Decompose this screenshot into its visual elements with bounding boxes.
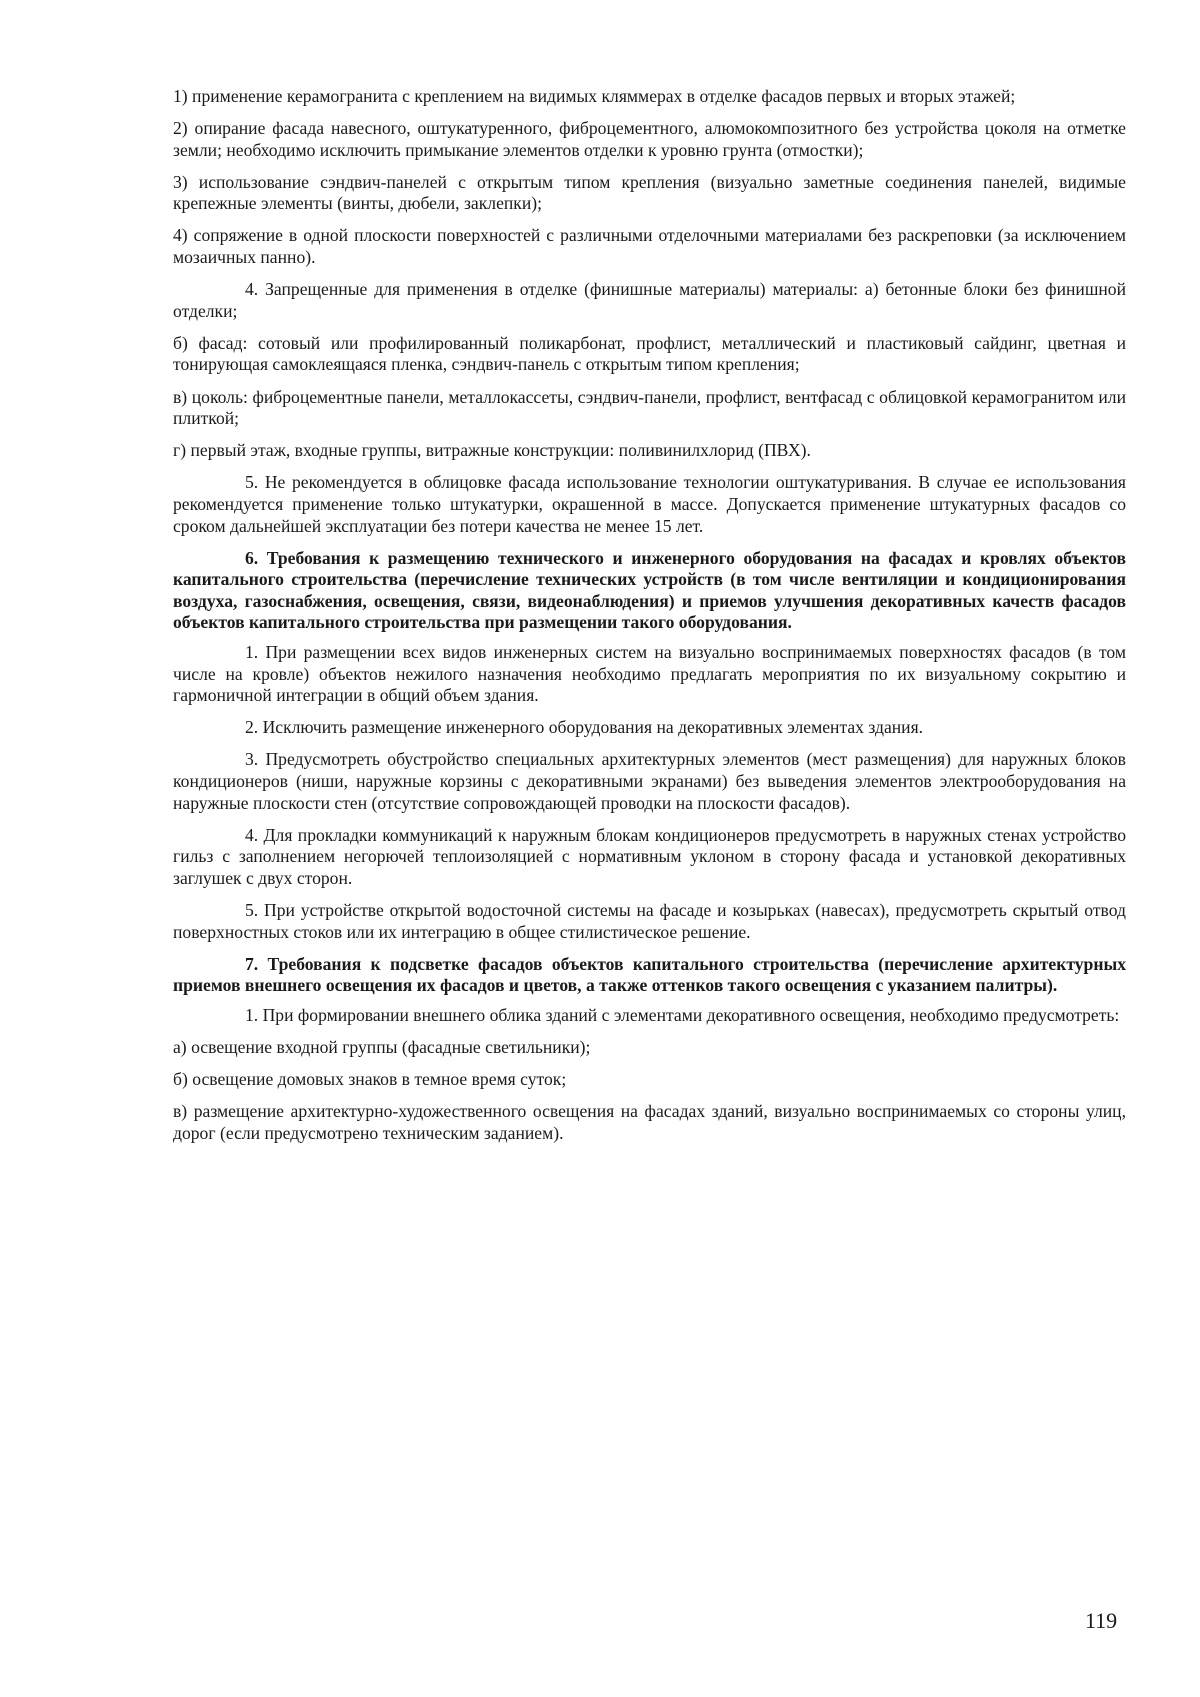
section-heading-6: 6. Требования к размещению технического и инженерного оборудования на фасадах и кровлях объектов капитального строительства (перечисление технических устройств (в том числе вентиляции и кондиционирования воздуха, газоснабжения, освещения, связи, видеонаблюдения) и приемов улучшения декоративных качеств фасадов объектов капитального строительства при размещении такого оборудования.: [173, 547, 1126, 633]
document-page: [173, 86, 1126, 1155]
list-item-plinth-materials: в) цоколь: фиброцементные панели, металлокассеты, сэндвич-панели, профлист, вентфасад с облицовкой керамогранитом или плиткой;: [173, 386, 1126, 429]
list-item-house-signs-lighting: б) освещение домовых знаков в темное время суток;: [173, 1068, 567, 1089]
clause-lighting-intro: 1. При формировании внешнего облика зданий с элементами декоративного освещения, необходимо предусмотреть:: [245, 1004, 1120, 1025]
list-item-sandwich-panels: 3) использование сэндвич-панелей с открытым типом крепления (визуально заметные соединения панелей, видимые крепежные элементы (винты, дюбели, заклепки);: [173, 171, 1126, 214]
list-item-facade-materials: б) фасад: сотовый или профилированный поликарбонат, профлист, металлический и пластиковый сайдинг, цветная и тонирующая самоклеящаяся пленка, сэндвич-панель с открытым типом крепления;: [173, 332, 1126, 375]
clause-plastering: 5. Не рекомендуется в облицовке фасада использование технологии оштукатуривания. В случае ее использования рекомендуется применение только штукатурки, окрашенной в массе. Допускается применение штукатурных фасадов со сроком дальнейшей эксплуатации без потери качества не менее 15 лет.: [173, 472, 1126, 536]
list-item-ceramic-granite: 1) применение керамогранита с креплением на видимых кляммерах в отделке фасадов первых и вторых этажей;: [173, 86, 1016, 106]
clause-drainage: 5. При устройстве открытой водосточной системы на фасаде и козырьках (навесах), предусмотреть скрытый отвод поверхностных стоков или их интеграцию в общее стилистическое решение.: [173, 899, 1126, 942]
clause-ac-placement: 3. Предусмотреть обустройство специальных архитектурных элементов (мест размещения) для наружных блоков кондиционеров (ниши, наружные корзины с декоративными экранами) без выведения элементов электрооборудования на наружные плоскости стен (отсутствие сопровождающей проводки на плоскости фасадов).: [173, 749, 1126, 813]
clause-decorative-elements: 2. Исключить размещение инженерного оборудования на декоративных элементах здания.: [245, 717, 924, 738]
list-item-entrance-lighting: а) освещение входной группы (фасадные светильники);: [173, 1036, 591, 1057]
clause-prohibited-materials: 4. Запрещенные для применения в отделке (финишные материалы) материалы: а) бетонные блоки без финишной отделки;: [173, 279, 1126, 321]
clause-ac-communications: 4. Для прокладки коммуникаций к наружным блокам кондиционеров предусмотреть в наружных стенах устройство гильз с заполнением негорючей теплоизоляцией с нормативным уклоном в сторону фасада и установкой декоративных заглушек с двух сторон.: [173, 824, 1126, 888]
list-item-facade-support: 2) опирание фасада навесного, оштукатуренного, фиброцементного, алюмокомпозитного без устройства цоколя на отметке земли; необходимо исключить примыкание элементов отделки к уровню грунта (отмостки);: [173, 118, 1126, 160]
list-item-architectural-lighting: в) размещение архитектурно-художественного освещения на фасадах зданий, визуально воспринимаемых со стороны улиц, дорог (если предусмотрено техническим заданием).: [173, 1101, 1126, 1143]
clause-engineering-systems: 1. При размещении всех видов инженерных систем на визуально воспринимаемых поверхностях фасадов (в том числе на кровле) объектов нежилого назначения необходимо предлагать мероприятия по их визуальному сокрытию и гармоничной интеграции в общий объем здания.: [173, 641, 1126, 706]
section-heading-7: 7. Требования к подсветке фасадов объектов капитального строительства (перечисление архитектурных приемов внешнего освещения их фасадов и цветов, а также оттенков такого освещения с указанием палитры).: [173, 953, 1126, 996]
list-item-ground-floor: г) первый этаж, входные группы, витражные конструкции: поливинилхлорид (ПВХ).: [173, 440, 811, 461]
page-number: 119: [1085, 1608, 1118, 1633]
list-item-surface-junction: 4) сопряжение в одной плоскости поверхностей с различными отделочными материалами без раскреповки (за исключением мозаичных панно).: [173, 225, 1126, 268]
